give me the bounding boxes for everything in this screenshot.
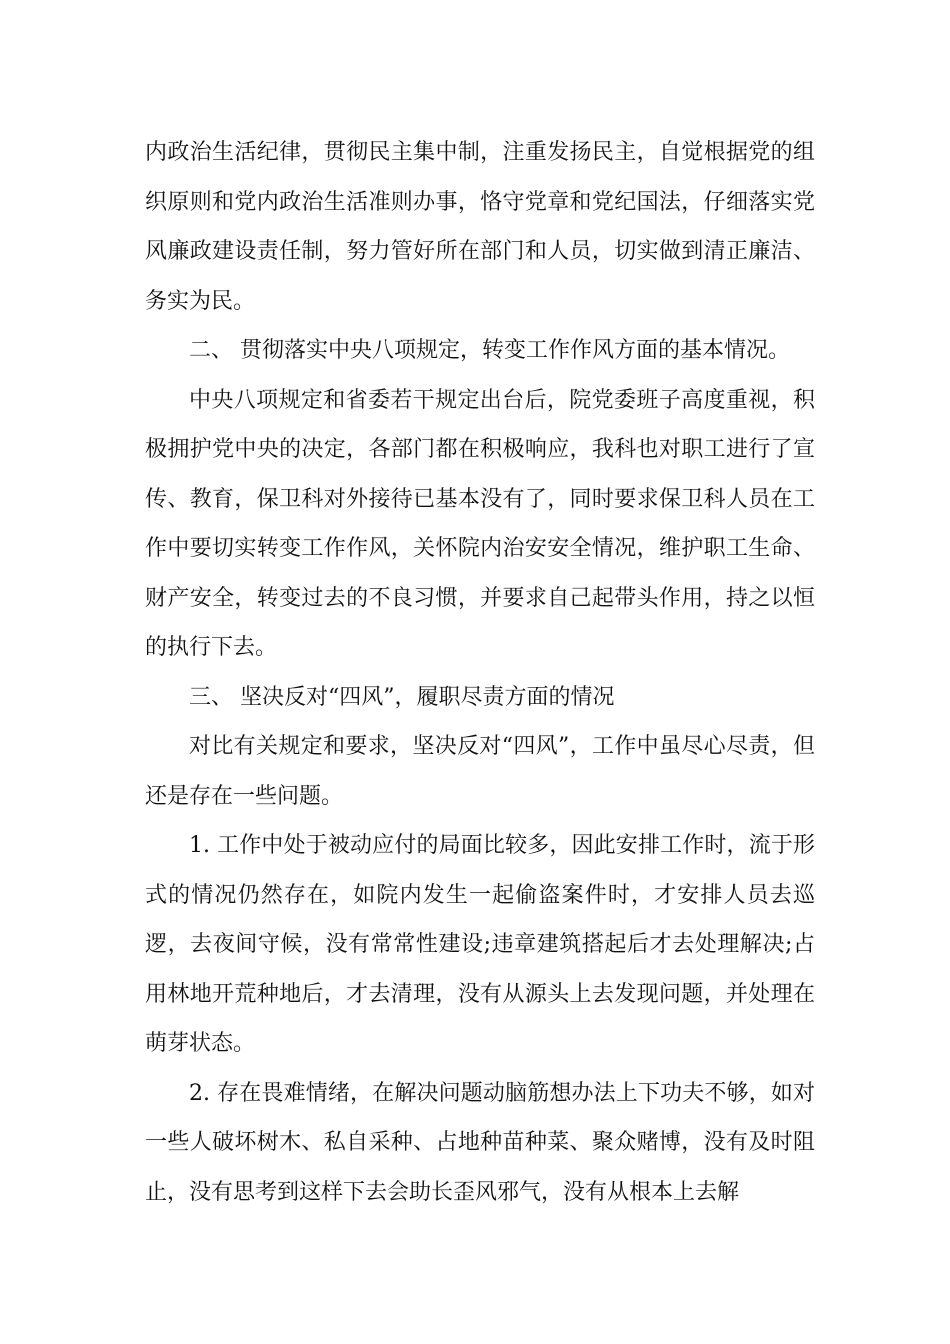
list-item-two: 2. 存在畏难情绪，在解决问题动脑筋想办法上下功夫不够，如对一些人破坏树木、私自采种、占地种苗种菜、聚众赌博，没有及时阻止，没有思考到这样下去会助长歪风邪气，没有从根本上去解 <box>145 1080 815 1205</box>
list-item-one: 1. 工作中处于被动应付的局面比较多，因此安排工作时，流于形式的情况仍然存在，如院内发生一起偷盗案件时，才安排人员去巡逻，去夜间守候，没有常常性建设;违章建筑搭起后才去处理解决;占用林地开荒种地后，才去清理，没有从源头上去发现问题，并处理在萌芽状态。 <box>145 833 815 1056</box>
paragraph-four-winds: 对比有关规定和要求，坚决反对“四风”，工作中虽尽心尽责，但还是存在一些问题。 <box>145 734 815 809</box>
section-heading-two: 二、 贯彻落实中央八项规定，转变工作作风方面的基本情况。 <box>189 338 790 363</box>
section-heading-three: 三、 坚决反对“四风”，履职尽责方面的情况 <box>189 684 615 710</box>
paragraph-discipline-continued: 内政治生活纪律，贯彻民主集中制，注重发扬民主，自觉根据党的组织原则和党内政治生活准则办事，恪守党章和党纪国法，仔细落实党风廉政建设责任制，努力管好所在部门和人员，切实做到清正廉洁、务实为民。 <box>145 140 815 314</box>
paragraph-eight-rules: 中央八项规定和省委若干规定出台后，院党委班子高度重视，积极拥护党中央的决定，各部门都在积极响应，我科也对职工进行了宣传、教育，保卫科对外接待已基本没有了，同时要求保卫科人员在工作中要切实转变工作作风，关怀院内治安安全情况，维护职工生命、财产安全，转变过去的不良习惯，并要求自己起带头作用，持之以恒的执行下去。 <box>145 387 815 660</box>
document-body <box>145 128 815 1217</box>
